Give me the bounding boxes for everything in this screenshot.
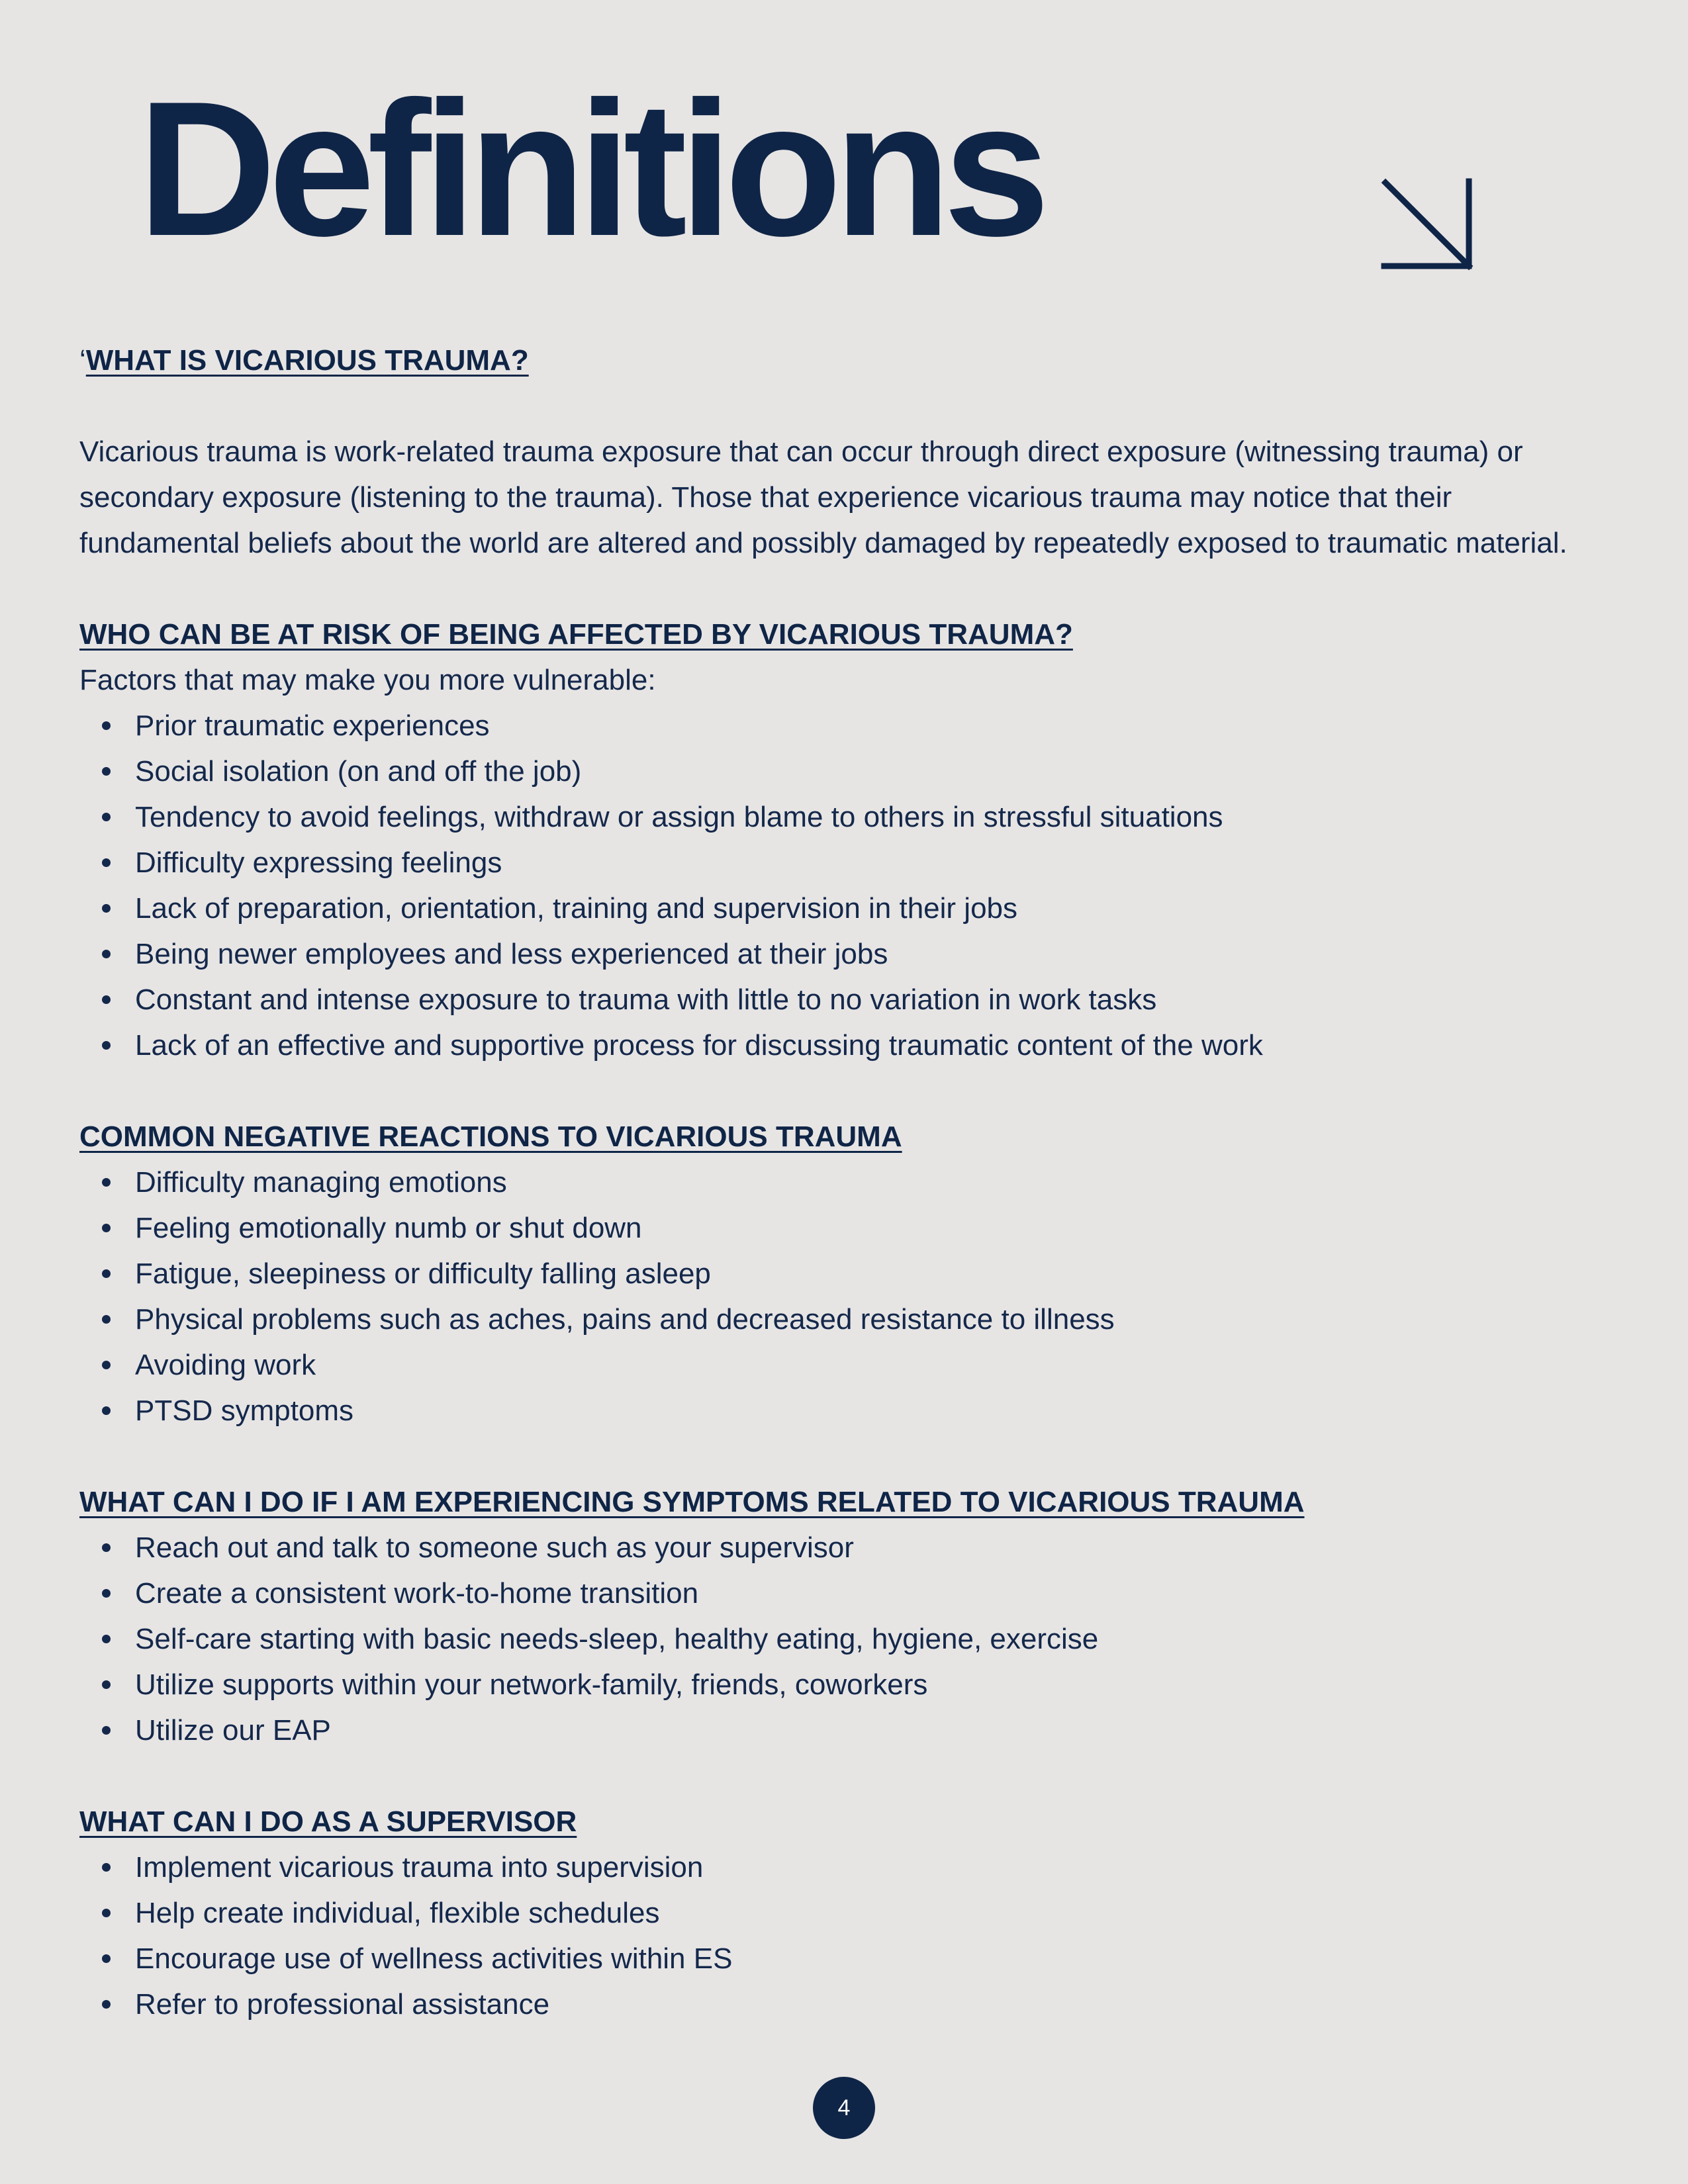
bullet-icon xyxy=(102,1635,111,1643)
bullet-icon xyxy=(102,858,111,867)
section-common-negative-reactions xyxy=(79,1114,1609,1433)
list-item: Reach out and talk to someone such as your supervisor xyxy=(79,1525,1609,1570)
section-heading-text: WHAT IS VICARIOUS TRAUMA? xyxy=(85,344,529,377)
bullet-icon xyxy=(102,1589,111,1598)
bullet-icon xyxy=(102,2000,111,2009)
list-item: Difficulty managing emotions xyxy=(79,1160,1609,1205)
section-heading: WHAT CAN I DO IF I AM EXPERIENCING SYMPTOMS RELATED TO VICARIOUS TRAUMA xyxy=(79,1486,1305,1518)
bullet-icon xyxy=(102,1909,111,1917)
list-item: Avoiding work xyxy=(79,1342,1609,1388)
bullet-icon xyxy=(102,767,111,776)
section-heading: WHO CAN BE AT RISK OF BEING AFFECTED BY VICARIOUS TRAUMA? xyxy=(79,618,1073,651)
section-heading: WHAT CAN I DO AS A SUPERVISOR xyxy=(79,1805,577,1838)
bullet-icon xyxy=(102,1543,111,1552)
list-item: Fatigue, sleepiness or difficulty falling asleep xyxy=(79,1251,1609,1297)
list-item: Self-care starting with basic needs-sleep, healthy eating, hygiene, exercise xyxy=(79,1616,1609,1662)
list-item: Social isolation (on and off the job) xyxy=(79,749,1609,794)
risk-factors-list xyxy=(79,703,1609,1068)
list-item: PTSD symptoms xyxy=(79,1388,1609,1433)
list-item: Lack of preparation, orientation, training and supervision in their jobs xyxy=(79,886,1609,931)
list-item: Difficulty expressing feelings xyxy=(79,840,1609,886)
list-item: Being newer employees and less experienced at their jobs xyxy=(79,931,1609,977)
arrow-down-right-icon xyxy=(1380,177,1476,273)
list-item: Physical problems such as aches, pains and decreased resistance to illness xyxy=(79,1297,1609,1342)
list-item: Create a consistent work-to-home transition xyxy=(79,1570,1609,1616)
section-what-can-i-do xyxy=(79,1479,1609,1753)
section-heading xyxy=(79,338,1609,383)
list-item: Implement vicarious trauma into supervision xyxy=(79,1844,1609,1890)
list-item: Feeling emotionally numb or shut down xyxy=(79,1205,1609,1251)
quote-mark: ‘ xyxy=(79,344,86,377)
bullet-icon xyxy=(102,1315,111,1324)
bullet-icon xyxy=(102,1954,111,1963)
bullet-icon xyxy=(102,1406,111,1415)
definition-paragraph: Vicarious trauma is work-related trauma exposure that can occur through direct exposure (witnessing trauma) or secondary exposure (listening to the trauma). Those that experience vicarious trauma may notice that their fundamental beliefs about the world are altered and possibly damaged by repeatedly exposed to traumatic material. xyxy=(79,435,1568,559)
bullet-icon xyxy=(102,1041,111,1050)
list-item: Prior traumatic experiences xyxy=(79,703,1609,749)
section-what-is-vicarious-trauma xyxy=(79,338,1609,566)
section-intro: Factors that may make you more vulnerable: xyxy=(79,664,656,696)
supervisor-list xyxy=(79,1844,1609,2027)
definitions-content xyxy=(79,338,1609,2027)
bullet-icon xyxy=(102,1269,111,1278)
page-title: Definitions xyxy=(138,62,1043,276)
section-supervisor xyxy=(79,1799,1609,2027)
list-item: Constant and intense exposure to trauma with little to no variation in work tasks xyxy=(79,977,1609,1023)
bullet-icon xyxy=(102,1361,111,1369)
page-number-badge: 4 xyxy=(813,2077,875,2139)
list-item: Utilize our EAP xyxy=(79,1707,1609,1753)
list-item: Lack of an effective and supportive process for discussing traumatic content of the work xyxy=(79,1023,1609,1068)
self-help-list xyxy=(79,1525,1609,1753)
section-who-is-at-risk xyxy=(79,612,1609,1068)
bullet-icon xyxy=(102,904,111,913)
list-item: Help create individual, flexible schedules xyxy=(79,1890,1609,1936)
list-item: Refer to professional assistance xyxy=(79,1981,1609,2027)
bullet-icon xyxy=(102,950,111,958)
reactions-list xyxy=(79,1160,1609,1433)
bullet-icon xyxy=(102,721,111,730)
bullet-icon xyxy=(102,1178,111,1187)
bullet-icon xyxy=(102,1680,111,1689)
bullet-icon xyxy=(102,1726,111,1735)
bullet-icon xyxy=(102,813,111,821)
list-item: Tendency to avoid feelings, withdraw or assign blame to others in stressful situations xyxy=(79,794,1609,840)
bullet-icon xyxy=(102,1224,111,1232)
list-item: Utilize supports within your network-family, friends, coworkers xyxy=(79,1662,1609,1707)
section-heading: COMMON NEGATIVE REACTIONS TO VICARIOUS TRAUMA xyxy=(79,1120,902,1153)
bullet-icon xyxy=(102,995,111,1004)
bullet-icon xyxy=(102,1863,111,1872)
list-item: Encourage use of wellness activities within ES xyxy=(79,1936,1609,1981)
